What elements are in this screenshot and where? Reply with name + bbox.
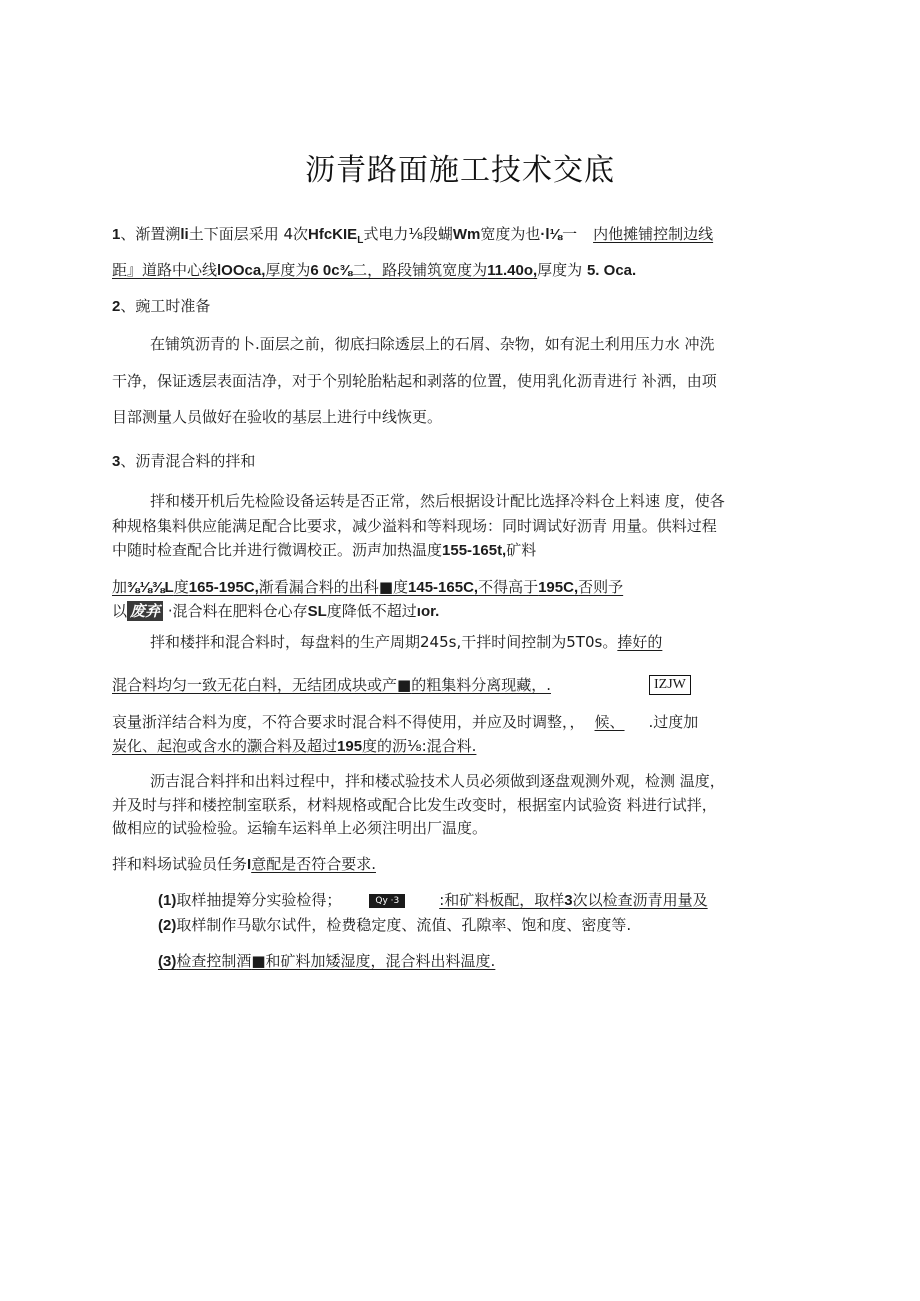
section3-temperature-line: 加⅜⅛⅜L度165-195C,渐看漏合料的出科■度145-165C,不得高于195C,否则予: [112, 578, 624, 596]
section1-line2: 距』道路中心线lOOca,厚度为6 0c⅜二，路段铺筑宽度为11.40o,厚度为 5. Oca.: [112, 261, 637, 279]
section3-paragraph-line: 拌和楼拌和混合料时，每盘料的生产周期245s,干拌时间控制为5T0s。捧好的: [150, 633, 663, 651]
page-title: 沥青路面施工技术交底: [305, 153, 615, 188]
section3-paragraph-line: 混合料均匀一致无花白料，无结团成块或产■的粗集料分离现藏，.: [112, 676, 551, 694]
section3-discard-line: 以 废弃 ·混合料在肥料仓心存SL度降低不超过ıor.: [112, 602, 440, 620]
section3-paragraph-line: 拌和楼开机后先检险设备运转是否正常，然后根据设计配比选择冷料仓上料速 度，使各: [150, 492, 725, 510]
boxed-label: IZJW: [649, 675, 691, 695]
section1-line1: 1、渐置溯li土下面层采用 4次HfcKIE$_L$式电力⅛段蝴Wm宽度为也·l⅛一 内他摊铺控制边线: [112, 225, 714, 246]
section2-paragraph-line: 干净，保证透层表面洁净，对于个别轮胎粘起和剥落的位置，使用乳化沥青进行 补洒，由项: [112, 372, 717, 390]
section3-paragraph-line: 中随时检查配合比并进行微调校正。沥声加热温度155-165t,矿料: [112, 541, 537, 559]
section2-paragraph-line: 目部测量人员做好在验收的基层上进行中线恢更。: [112, 408, 443, 426]
list-item: (1)取样抽提筹分实验检得； Qy ·3 :和矿料板配，取样3次以检查沥青用量及: [158, 891, 708, 909]
section3-paragraph-line: 并及时与拌和楼控制室联系，材料规格或配合比发生改变时，根据室内试验资 料进行试拌，: [112, 796, 717, 814]
section3-heading: 3、沥青混合料的拌和: [112, 452, 256, 470]
section3-paragraph-line: 哀量浙洋结合料为度，不符合要求时混合料不得使用，并应及时调整，， 候、 .过度加: [112, 713, 699, 731]
section3-paragraph-line: 沥吉混合料拌和出料过程中，拌和楼忒验技术人员必须做到逐盘观测外观，检测 温度，: [150, 772, 725, 790]
section3-paragraph-line: 炭化、起泡或含水的灏合料及超过195度的沥⅛:混合料.: [112, 737, 477, 755]
section2-heading: 2、豌工时准备: [112, 297, 211, 315]
list-item: (3)检查控制酒■和矿料加矮湿度，混合料出料温度.: [158, 952, 496, 970]
section3-task-line: 拌和料场试验员任务I意配是否符合要求.: [112, 855, 376, 873]
section1-number: 1: [112, 226, 121, 243]
list-item: (2)取样制作马歇尔试件，检费稳定度、流值、孔隙率、饱和度、密度等.: [158, 916, 632, 934]
section2-paragraph-line: 在铺筑沥青的卜.面层之前，彻底扫除透层上的石屑、杂物，如有泥土利用压力水 冲洗: [150, 335, 715, 353]
highlighted-word: 废弃: [127, 601, 163, 621]
dark-box-label: Qy ·3: [369, 894, 405, 908]
section3-paragraph-line: 种规格集料供应能满足配合比要求，减少溢料和等料现场：同时调试好沥青 用量。供料过程: [112, 517, 717, 535]
section3-paragraph-line: 做相应的试验检验。运输车运料单上必须注明出厂温度。: [112, 819, 488, 837]
